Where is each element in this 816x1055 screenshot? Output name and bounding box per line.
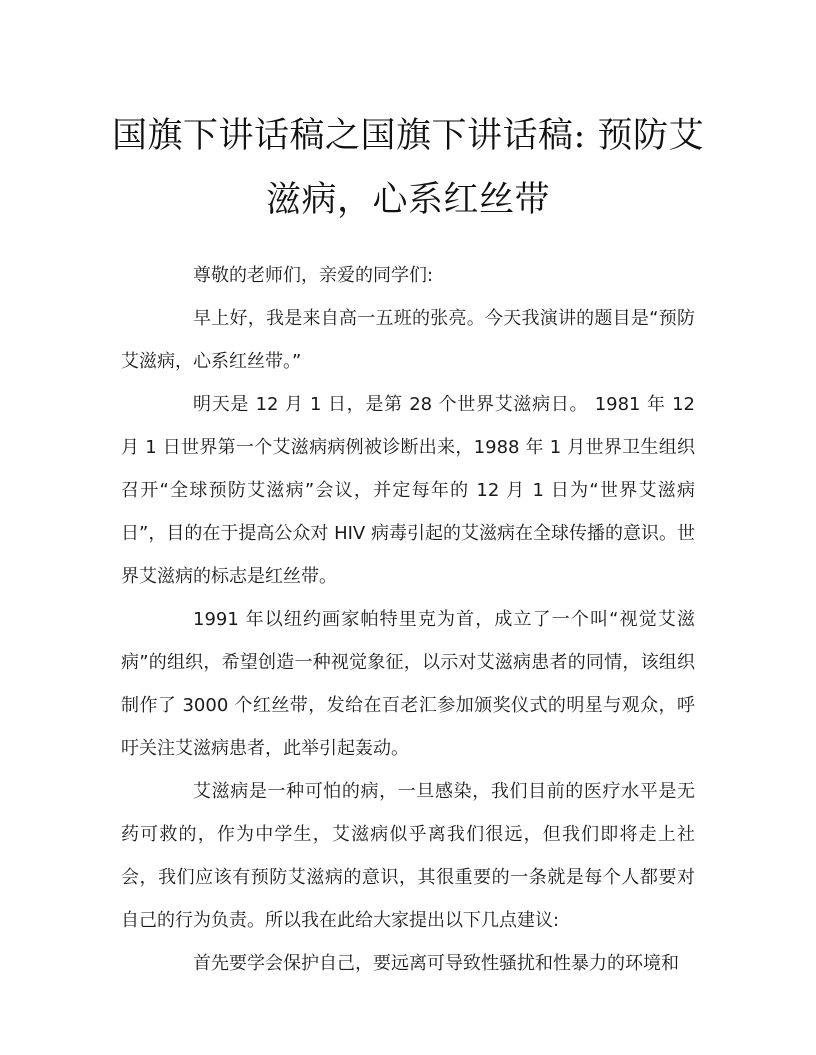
document-title: 国旗下讲话稿之国旗下讲话稿: 预防艾滋病，心系红丝带 — [112, 116, 704, 220]
paragraph-world-aids-day: 明天是 12 月 1 日，是第 28 个世界艾滋病日。 1981 年 12 月 1 日世界第一个艾滋病病例被诊断出来，1988 年 1 月世界卫生组织召开“全球预防艾滋病”会议，并定每年的 12 月 1 日为“世界艾滋病日”，目的在于提高公众对 HIV 病毒引起的艾滋病在全球传播的意识。世界艾滋病的标志是红丝带。 — [121, 394, 695, 587]
paragraph-red-ribbon-history: 1991 年以纽约画家帕特里克为首，成立了一个叫“视觉艾滋病”的组织，希望创造一种视觉象征，以示对艾滋病患者的同情，该组织制作了 3000 个红丝带，发给在百老汇参加颁奖仪式的明星与观众，呼吁关注艾滋病患者，此举引起轰动。 — [121, 609, 695, 759]
paragraph-suggestions: 首先要学会保护自己，要远离可导致性骚扰和性暴力的环境和 — [193, 953, 679, 974]
paragraph-awareness: 艾滋病是一种可怕的病，一旦感染，我们目前的医疗水平是无药可救的，作为中学生，艾滋病似乎离我们很远，但我们即将走上社会，我们应该有预防艾滋病的意识，其很重要的一条就是每个人都要对自己的行为负责。所以我在此给大家提出以下几点建议: — [121, 781, 695, 931]
paragraph-introduction: 早上好，我是来自高一五班的张亮。今天我演讲的题目是“预防艾滋病，心系红丝带。” — [121, 308, 695, 372]
document-body — [121, 254, 695, 985]
paragraph-greeting: 尊敬的老师们，亲爱的同学们: — [193, 265, 434, 286]
